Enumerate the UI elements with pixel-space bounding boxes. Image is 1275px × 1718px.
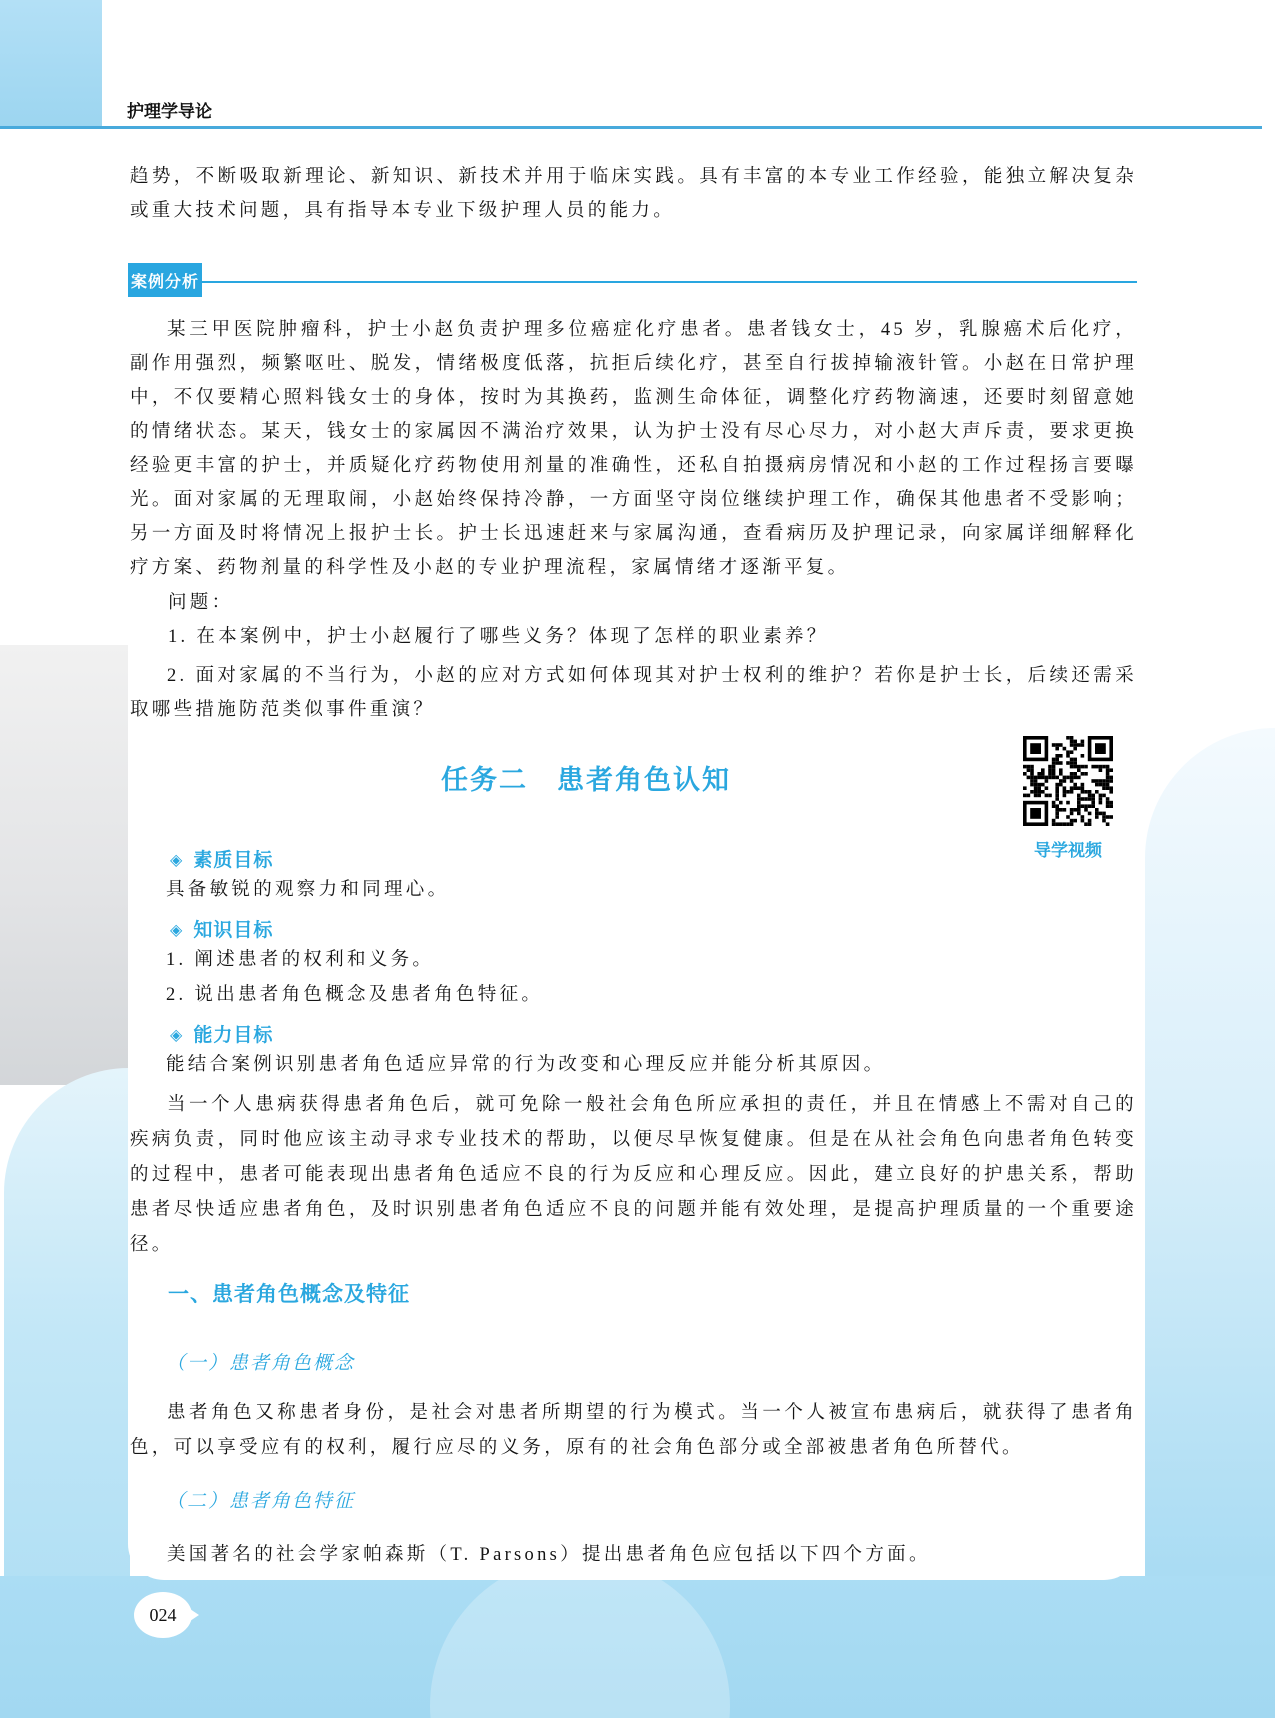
page-number: 024 [149,1604,177,1625]
questions-label: 问题： [168,593,234,613]
task-title: 任务二 患者角色认知 [441,765,731,795]
diamond-icon: ◈ [170,1027,184,1044]
subsection-paragraph-1: 患者角色又称患者身份，是社会对患者所期望的行为模式。当一个人被宣布患病后，就获得了患者角色，可以享受应有的权利，履行应尽的义务，原有的社会角色部分或全部被患者角色所替代。 [130,1403,1137,1458]
book-title-running-head: 护理学导论 [127,102,212,121]
knowledge-goal-item: 2. 说出患者角色概念及患者角色特征。 [166,985,544,1005]
lead-paragraph: 当一个人患病获得患者角色后，就可免除一般社会角色所应承担的责任，并且在情感上不需对自己的疾病负责，同时他应该主动寻求专业技术的帮助，以便尽早恢复健康。但是在从社会角色向患者角色转变的过程中，患者可能表现出患者角色适应不良的行为反应和心理反应。因此，建立良好的护患关系，帮助患者尽快适应患者角色，及时识别患者角色适应不良的问题并能有效处理，是提高护理质量的一个重要途径。 [130,1095,1137,1255]
case-analysis-rule [202,281,1137,283]
qr-code [1023,736,1113,826]
knowledge-goal-label: 知识目标 [193,920,274,941]
qr-caption: 导学视频 [1034,841,1102,860]
diamond-icon: ◈ [170,922,184,939]
question-1: 1. 在本案例中，护士小赵履行了哪些义务？体现了怎样的职业素养？ [168,627,829,647]
diamond-icon: ◈ [170,852,184,869]
quality-goal-item: 具备敏锐的观察力和同理心。 [166,880,450,900]
subsection-heading-1: （一）患者角色概念 [166,1353,356,1374]
case-analysis-paragraph: 某三甲医院肿瘤科，护士小赵负责护理多位癌症化疗患者。患者钱女士，45 岁，乳腺癌术后化疗，副作用强烈，频繁呕吐、脱发，情绪极度低落，抗拒后续化疗，甚至自行拔掉输液针管。小赵在日常护理中，不仅要精心照料钱女士的身体，按时为其换药，监测生命体征，调整化疗药物滴速，还要时刻留意她的情绪状态。某天，钱女士的家属因不满治疗效果，认为护士没有尽心尽力，对小赵大声斥责，要求更换经验更丰富的护士，并质疑化疗药物使用剂量的准确性，还私自拍摄病房情况和小赵的工作过程扬言要曝光。面对家属的无理取闹，小赵始终保持冷静，一方面坚守岗位继续护理工作，确保其他患者不受影响；另一方面及时将情况上报护士长。护士长迅速赶来与家属沟通，查看病历及护理记录，向家属详细解释化疗方案、药物剂量的科学性及小赵的专业护理流程，家属情绪才逐渐平复。 [130,320,1137,578]
page-number-badge-tail [190,1609,199,1621]
right-blue-blob-decoration [1145,728,1275,1718]
header-rule [0,126,1262,129]
subsection-heading-2: （二）患者角色特征 [166,1491,356,1512]
section-heading: 一、患者角色概念及特征 [168,1283,410,1306]
left-gray-strip-decoration [0,645,128,1085]
intro-paragraph: 趋势，不断吸取新理论、新知识、新技术并用于临床实践。具有丰富的本专业工作经验，能独立解决复杂或重大技术问题，具有指导本专业下级护理人员的能力。 [130,167,1137,221]
ability-goal-header [170,1020,273,1047]
case-analysis-label: 案例分析 [128,263,202,297]
knowledge-goal-header [170,915,273,942]
page-number-badge [134,1592,192,1638]
top-left-blue-rect-decoration [0,0,102,129]
quality-goal-header [170,845,273,872]
subsection-paragraph-2: 美国著名的社会学家帕森斯（T. Parsons）提出患者角色应包括以下四个方面。 [167,1545,931,1565]
knowledge-goal-item: 1. 阐述患者的权利和义务。 [166,950,435,970]
ability-goal-label: 能力目标 [193,1025,274,1046]
ability-goal-item: 能结合案例识别患者角色适应异常的行为改变和心理反应并能分析其原因。 [166,1055,886,1075]
question-2: 2. 面对家属的不当行为，小赵的应对方式如何体现其对护士权利的维护？若你是护士长，后续还需采取哪些措施防范类似事件重演？ [130,666,1137,720]
quality-goal-label: 素质目标 [193,850,274,871]
